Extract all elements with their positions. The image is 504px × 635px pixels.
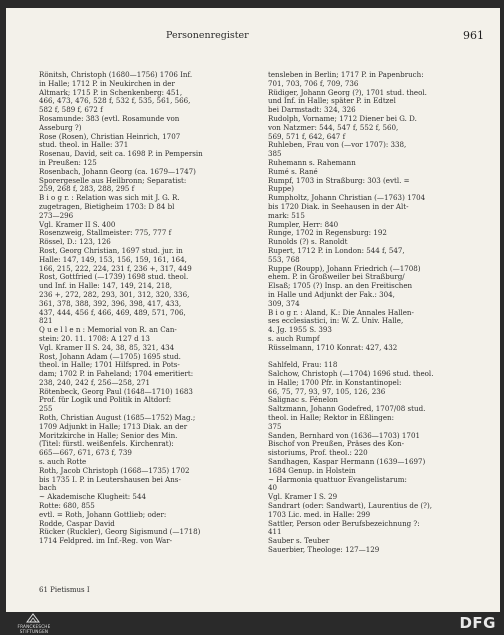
index-line: Rosamunde: 383 (evtl. Rosamunde von: [39, 114, 180, 123]
index-line: 569, 571 f, 642, 647 f: [268, 132, 346, 141]
index-line: in Preußen: 125: [39, 158, 97, 167]
index-line: Rupert, 1712 P. in London: 544 f, 547,: [268, 246, 405, 255]
index-line: Rumpholtz, Johann Christian (—1763) 1704: [268, 194, 426, 203]
index-line: Sandhagen, Kaspar Hermann (1639—1697): [268, 458, 426, 467]
index-line: in Halle; 1712 P. in Neukirchen in der: [39, 79, 175, 88]
index-line: 411: [268, 528, 282, 537]
franckesche-stiftungen-logo: [6, 612, 62, 635]
index-line: Moritzkirche in Halle; Senior des Min.: [39, 431, 178, 440]
index-line: Rodde, Caspar David: [39, 519, 115, 528]
index-line: 553, 768: [268, 255, 300, 264]
index-line: bis 1735 I. P. in Leutershausen bei Ans-: [39, 475, 181, 484]
index-line: tensleben in Berlin; 1717 P. in Papenbruch:: [268, 71, 424, 79]
index-line: mark: 515: [268, 211, 305, 220]
index-line: Elsaß; 1705 (?) Insp. an den Freitischen: [268, 282, 413, 291]
index-line: theol. in Halle; 1701 Hilfspred. in Pots-: [39, 361, 180, 370]
index-line: Roth, Christian August (1685—1752) Mag.;: [39, 414, 196, 423]
index-line: Sauerbier, Theologe: 127—129: [268, 546, 380, 555]
index-line: Sanden, Bernhard von (1636—1703) 1701: [268, 431, 420, 440]
index-line: (Titel: fürstl. weißenfels. Kirchenrat):: [39, 440, 174, 449]
index-line: ehem. P. in Großweiler bei Straßburg/: [268, 273, 405, 282]
index-line: 361, 378, 388, 392, 396, 398, 417, 433,: [39, 299, 182, 308]
index-line: Rose (Rosen), Christian Heinrich, 1707: [39, 132, 181, 141]
index-line: Rumpler, Herr: 840: [268, 220, 339, 229]
index-line: 1684 Genup. in Holstein: [268, 466, 356, 475]
index-line: Rönitsh, Christoph (1680—1756) 1706 Inf.: [39, 71, 193, 79]
index-line: Runolds (?) s. Ranoldt: [268, 238, 348, 247]
index-line: Altmark; 1715 P. in Schenkenberg: 451,: [39, 88, 183, 97]
index-line: Rost, Gottfried (—1739) 1698 stud. theol.: [39, 273, 189, 282]
index-line: theol. in Halle; Rektor in Eßlingen:: [268, 414, 394, 423]
index-line: Vgl. Kramer II S. 400: [39, 220, 116, 229]
index-line: 385: [268, 150, 282, 159]
index-line: 309, 374: [268, 299, 300, 308]
index-line: Rosenzweig, Stallmeister: 775, 777 f: [39, 229, 172, 238]
page-header: [6, 30, 500, 44]
index-line: Salchow, Christoph (—1704) 1696 stud. theol.: [268, 370, 434, 379]
index-line: Roth, Jacob Christoph (1668—1735) 1702: [39, 466, 190, 475]
running-title: Personenregister: [166, 30, 249, 41]
index-line: 1714 Feldpred. im Inf.-Reg. von War-: [39, 537, 173, 546]
index-line: Ruppe (Roupp), Johann Friedrich (—1708): [268, 264, 421, 273]
left-index-column: [39, 71, 254, 546]
index-line: bach: [39, 484, 57, 493]
index-line: s. auch Rumpf: [268, 334, 320, 343]
index-line: Halle: 147, 149, 153, 156, 159, 161, 164,: [39, 255, 187, 264]
index-line: Runge, 1702 in Regensburg: 192: [268, 229, 387, 238]
index-line: 40: [268, 484, 278, 493]
index-line: Sattler, Person oder Berufsbezeichnung ?:: [268, 519, 420, 528]
index-line: und Inf. in Halle: 147, 149, 214, 218,: [39, 282, 173, 291]
index-line: Prof. für Logik und Politik in Altdorf:: [39, 396, 171, 405]
index-line: 466, 473, 476, 528 f, 532 f, 535, 561, 566,: [39, 97, 191, 106]
index-line: 821: [39, 317, 53, 326]
page-number: 961: [463, 29, 484, 42]
index-line: [268, 353, 486, 362]
index-line: 166, 215, 222, 224, 231 f, 236 +, 317, 449: [39, 264, 192, 273]
index-line: Salignac s. Fénelon: [268, 396, 338, 405]
index-line: 1703 Lic. med. in Halle: 299: [268, 510, 371, 519]
index-line: Rost, Johann Adam (—1705) 1695 stud.: [39, 352, 181, 361]
dfg-logo: DFG: [459, 614, 496, 632]
index-line: Ruppe): [268, 185, 294, 194]
index-line: B i o g r. : Aland, K.: Die Annales Hallen-: [268, 308, 414, 317]
index-line: Vgl. Kramer I S. 29: [268, 493, 338, 502]
index-line: bis 1720 Diak. in Seehausen in der Alt-: [268, 202, 409, 211]
index-line: s. auch Rotte: [39, 458, 87, 467]
page-footer: 61 Pietismus I: [39, 586, 90, 594]
index-line: Rössel, D.: 123, 126: [39, 238, 111, 247]
index-line: Q u e l l e n : Memorial von R. an Can-: [39, 326, 177, 335]
index-line: 66, 75, 77, 93, 97, 105, 126, 236: [268, 387, 386, 396]
index-line: Rumpf, 1703 in Straßburg: 303 (evtl. =: [268, 176, 410, 185]
index-line: in Halle und Adjunkt der Fak.: 304,: [268, 290, 395, 299]
index-line: evtl. = Roth, Johann Gottlieb; oder:: [39, 510, 167, 519]
index-line: 273—296: [39, 211, 74, 220]
index-line: 437, 444, 456 f, 466, 469, 489, 571, 706,: [39, 308, 186, 317]
index-line: in Halle; 1700 Pfr. in Konstantinopel:: [268, 378, 402, 387]
index-line: Bischof von Preußen, Präses des Kon-: [268, 440, 404, 449]
index-line: stud. theol. in Halle: 371: [39, 141, 129, 150]
index-line: ses ecclesiastici, in: W. Z. Univ. Halle,: [268, 317, 404, 326]
index-line: ~ Akademische Klugheit: 544: [39, 493, 146, 502]
index-line: Rücker (Ruckler), Georg Sigismund (—1718): [39, 528, 201, 537]
index-line: Rüsselmann, 1710 Konrat: 427, 432: [268, 343, 398, 352]
bottom-strip: [0, 612, 504, 635]
index-line: Rüdiger, Johann Georg (?), 1701 stud. theol.: [268, 88, 427, 97]
index-line: Sporergeselle aus Heilbronn; Separatist:: [39, 176, 187, 185]
index-line: 236 +, 272, 282, 293, 301, 312, 320, 336,: [39, 290, 190, 299]
index-line: Rotte: 680, 855: [39, 502, 95, 511]
index-line: B i o g r. : Relation was sich mit J. G. R.: [39, 194, 180, 203]
index-line: Rosenbach, Johann Georg (ca. 1679—1747): [39, 167, 196, 176]
index-line: Sahlfeld, Frau: 118: [268, 361, 338, 370]
index-line: von Natzmer: 544, 547 f, 552 f, 560,: [268, 123, 399, 132]
index-line: Rost, Georg Christian, 1697 stud. jur. in: [39, 246, 183, 255]
index-line: 665—667, 671, 673 f, 739: [39, 449, 132, 458]
index-line: 375: [268, 422, 282, 431]
index-line: Asseburg ?): [39, 123, 82, 132]
index-line: Ruhemann s. Rahemann: [268, 158, 356, 167]
index-line: 255: [39, 405, 53, 414]
index-line: sistoriums, Prof. theol.: 220: [268, 449, 368, 458]
document-page: [6, 8, 500, 612]
logo-caption-line: STIFTUNGEN: [19, 629, 49, 634]
index-line: 582 f, 589 f, 672 f: [39, 106, 103, 115]
emblem-icon: [26, 613, 40, 623]
index-line: Sauber s. Teuber: [268, 537, 330, 546]
index-line: 259, 268 f, 283, 288, 295 f: [39, 185, 135, 194]
right-index-column: [268, 71, 486, 555]
logo-caption: [6, 624, 62, 634]
index-line: Rudolph, Vorname; 1712 Diener bei G. D.: [268, 114, 417, 123]
index-line: Ruhleben, Frau von (—vor 1707): 338,: [268, 141, 407, 150]
index-line: Sandrart (oder: Sandwart), Laurentius de (?),: [268, 502, 432, 511]
index-line: 4. Jg. 1955 S. 393: [268, 326, 332, 335]
index-line: 701, 703, 706 f, 709, 736: [268, 79, 359, 88]
index-line: 238, 240, 242 f, 256—258, 271: [39, 378, 150, 387]
index-line: Saltzmann, Johann Godefred, 1707/08 stud.: [268, 405, 426, 414]
index-line: ~ Harmonia quattuor Evangelistarum:: [268, 475, 407, 484]
index-line: zugetragen, Bietigheim 1703: D 84 bl: [39, 202, 175, 211]
index-line: dam; 1702 P. in Faheland; 1704 emeritiert:: [39, 370, 194, 379]
index-line: Vgl. Kramer II S. 24, 38, 85, 321, 434: [39, 343, 175, 352]
index-line: bei Darmstadt: 324, 326: [268, 106, 356, 115]
index-line: stein: 20. 11. 1708: A 127 d 13: [39, 334, 150, 343]
index-line: und Inf. in Halle; später P. in Edtzel: [268, 97, 396, 106]
index-line: Rosenau, David, seit ca. 1698 P. in Pempersin: [39, 150, 203, 159]
logo-caption-line: FRANCKESCHE: [17, 624, 51, 629]
index-line: Rumé s. Rané: [268, 167, 318, 176]
index-line: Rötenbeck, Georg Paul (1648—1710) 1683: [39, 387, 193, 396]
index-line: 1709 Adjunkt in Halle; 1713 Diak. an der: [39, 422, 188, 431]
